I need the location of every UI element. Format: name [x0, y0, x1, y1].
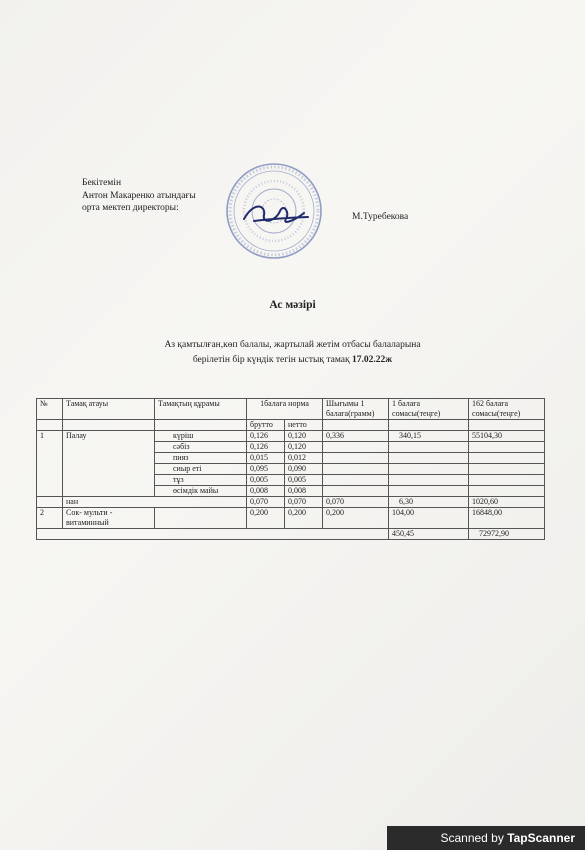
- subtitle-text: берілетін бір күндік тегін ыстық тамақ: [192, 355, 353, 365]
- header-consumption: Шығымы 1 балаға(грамм): [323, 399, 389, 420]
- approval-line-2: Антон Макаренко атындағы: [82, 190, 196, 201]
- dish2-net: 0,200: [285, 508, 323, 529]
- subheader-net: нетто: [285, 420, 323, 431]
- scanner-watermark: [387, 826, 585, 850]
- ingredient-name: тұз: [155, 475, 247, 486]
- header-norm: 1балаға норма: [247, 399, 323, 420]
- table-row: [37, 431, 545, 442]
- dish2-gross: 0,200: [247, 508, 285, 529]
- subheader-gross: брутто: [247, 420, 285, 431]
- bread-name: нан: [63, 497, 247, 508]
- menu-table: [36, 398, 545, 540]
- bread-total: 1020,60: [469, 497, 545, 508]
- table-subheader-row: [37, 420, 545, 431]
- ingredient-gross: 0,126: [247, 442, 285, 453]
- ingredient-name: өсімдік майы: [155, 486, 247, 497]
- dish2-no: 2: [37, 508, 63, 529]
- ingredient-gross: 0,008: [247, 486, 285, 497]
- director-name: М.Туребекова: [352, 212, 409, 222]
- scanner-brand: TapScanner: [507, 831, 575, 845]
- table-totals-row: [37, 529, 545, 540]
- header-no: №: [37, 399, 63, 420]
- scanner-prefix: Scanned by: [440, 831, 508, 845]
- ingredient-name: сәбіз: [155, 442, 247, 453]
- dish1-total: 55104,30: [469, 431, 545, 442]
- dish2-per-child: 104,00: [389, 508, 469, 529]
- ingredient-net: 0,008: [285, 486, 323, 497]
- approval-line-1: Бекітемін: [82, 178, 122, 188]
- table-row: [37, 497, 545, 508]
- ingredient-net: 0,120: [285, 431, 323, 442]
- ingredient-net: 0,120: [285, 442, 323, 453]
- menu-date: 17.02.22ж: [352, 355, 393, 365]
- approval-block: [82, 177, 196, 215]
- totals-total: 72972,90: [469, 529, 545, 540]
- ingredient-name: күріш: [155, 431, 247, 442]
- totals-per-child: 450,45: [389, 529, 469, 540]
- ingredient-net: 0,090: [285, 464, 323, 475]
- dish2-consumption: 0,200: [323, 508, 389, 529]
- dish1-name: Палау: [63, 431, 155, 497]
- dish1-per-child: 340,15: [389, 431, 469, 442]
- header-composition: Тамақтың құрамы: [155, 399, 247, 420]
- ingredient-name: сиыр еті: [155, 464, 247, 475]
- table-header-row: [37, 399, 545, 420]
- approval-line-3: орта мектеп директоры:: [82, 203, 179, 213]
- bread-per-child: 6,30: [389, 497, 469, 508]
- document-subtitle-1: Аз қамтылған,көп балалы, жартылай жетім отбасы балаларына: [164, 340, 421, 350]
- dish2-total: 16848,00: [469, 508, 545, 529]
- ingredient-gross: 0,095: [247, 464, 285, 475]
- ingredient-gross: 0,005: [247, 475, 285, 486]
- dish1-no: 1: [37, 431, 63, 497]
- header-dish: Тамақ атауы: [63, 399, 155, 420]
- dish1-consumption: 0,336: [323, 431, 389, 442]
- table-row: [37, 508, 545, 529]
- bread-gross: 0,070: [247, 497, 285, 508]
- ingredient-net: 0,005: [285, 475, 323, 486]
- ingredient-net: 0,012: [285, 453, 323, 464]
- ingredient-name: пияз: [155, 453, 247, 464]
- official-seal-stamp: [224, 161, 324, 261]
- ingredient-gross: 0,015: [247, 453, 285, 464]
- dish2-name: Сок- мульти - витаминный: [63, 508, 155, 529]
- header-per-child: 1 балаға сомасы(теңге): [389, 399, 469, 420]
- bread-consumption: 0,070: [323, 497, 389, 508]
- header-total: 162 балаға сомасы(теңге): [469, 399, 545, 420]
- bread-net: 0,070: [285, 497, 323, 508]
- document-title: Ас мәзірі: [269, 299, 316, 311]
- ingredient-gross: 0,126: [247, 431, 285, 442]
- document-subtitle-2: [0, 355, 585, 365]
